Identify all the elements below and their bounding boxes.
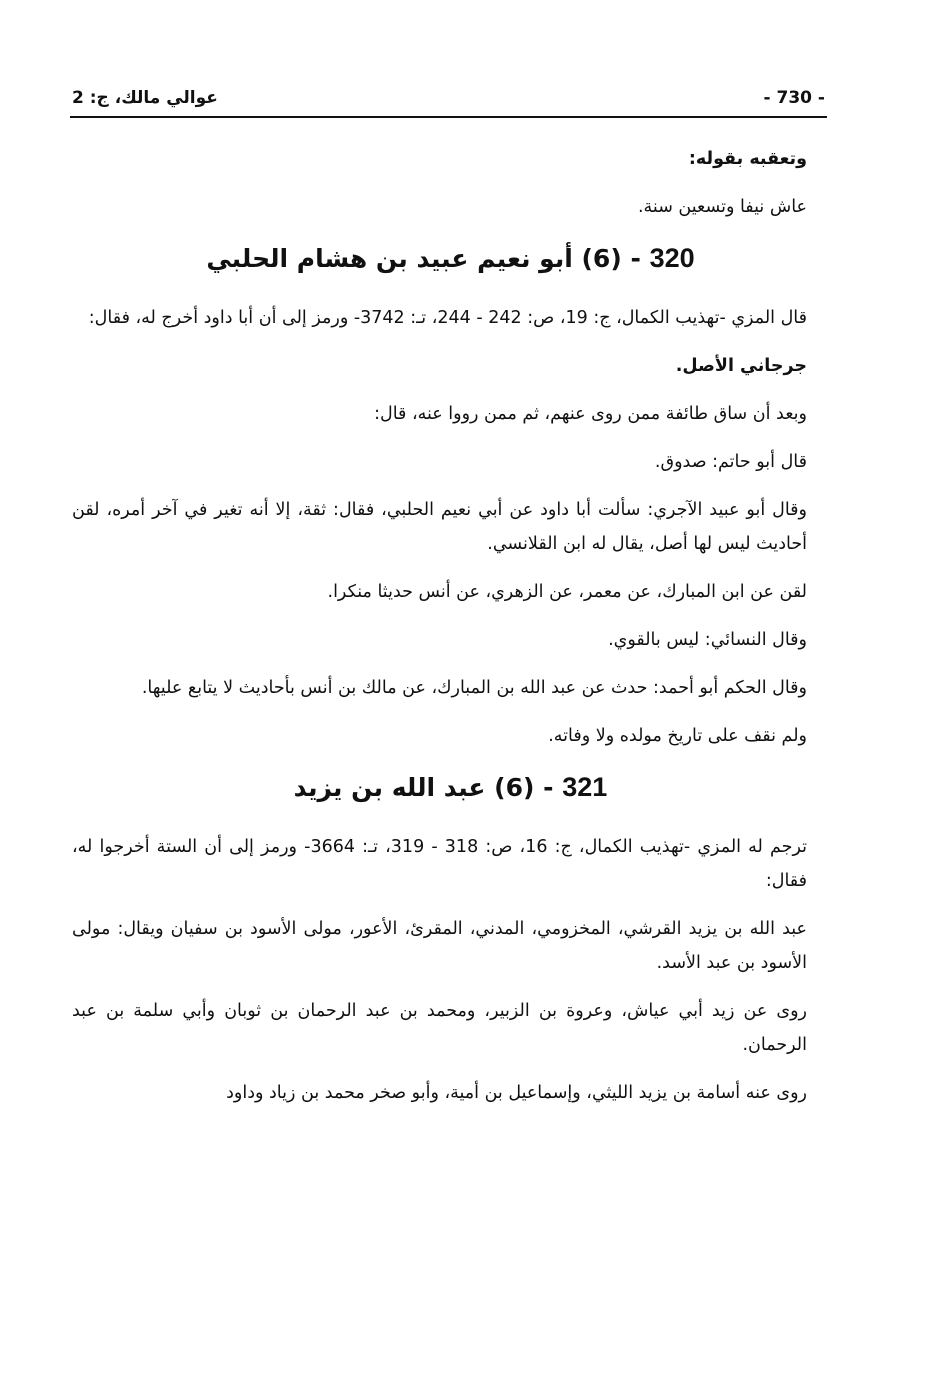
paragraph: قال المزي -تهذيب الكمال، ج: 19، ص: 242 - 244، تـ: 3742- ورمز إلى أن أبا داود أخرج له، فقال: xyxy=(88,308,807,328)
paragraph: قال أبو حاتم: صدوق. xyxy=(654,452,807,472)
book-title: عوالي مالك، ج: 2 xyxy=(72,88,218,108)
paragraph: وقال أبو عبيد الآجري: سألت أبا داود عن أبي نعيم الحلبي، فقال: ثقة، إلا أنه تغير في آخر أمره، لقن أحاديث ليس لها أصل، يقال له ابن القلانسي. xyxy=(72,500,807,554)
paragraph: عاش نيفا وتسعين سنة. xyxy=(637,197,807,217)
entry-number: 320 xyxy=(649,243,695,273)
paragraph: وقال الحكم أبو أحمد: حدث عن عبد الله بن المبارك، عن مالك بن أنس بأحاديث لا يتابع عليها. xyxy=(141,678,807,698)
paragraph: روى عن زيد أبي عياش، وعروة بن الزبير، ومحمد بن عبد الرحمان بن ثوبان وأبي سلمة بن عبد الرحمان. xyxy=(72,1001,807,1055)
entry-number: 321 xyxy=(562,772,608,802)
entry-title: - (6) أبو نعيم عبيد بن هشام الحلبي xyxy=(206,244,641,273)
page-body xyxy=(72,142,829,1124)
paragraph: روى عنه أسامة بن يزيد الليثي، وإسماعيل بن أمية، وأبو صخر محمد بن زياد وداود xyxy=(226,1083,807,1103)
paragraph: لقن عن ابن المبارك، عن معمر، عن الزهري، عن أنس حديثا منكرا. xyxy=(327,582,807,602)
paragraph: وتعقبه بقوله: xyxy=(688,149,807,169)
entry-heading-321 xyxy=(72,767,829,808)
paragraph: ولم نقف على تاريخ مولده ولا وفاته. xyxy=(548,726,807,746)
paragraph: ترجم له المزي -تهذيب الكمال، ج: 16، ص: 318 - 319، تـ: 3664- ورمز إلى أن الستة أخرجوا له، فقال: xyxy=(72,837,807,891)
paragraph: عبد الله بن يزيد القرشي، المخزومي، المدني، المقرئ، الأعور، مولى الأسود بن سفيان ويقال: مولى الأسود بن عبد الأسد. xyxy=(72,919,807,973)
paragraph: جرجاني الأصل. xyxy=(675,356,807,376)
entry-heading-320 xyxy=(72,238,829,279)
paragraph: وبعد أن ساق طائفة ممن روى عنهم، ثم ممن رووا عنه، قال: xyxy=(374,404,807,424)
entry-title: - (6) عبد الله بن يزيد xyxy=(293,773,554,802)
page-number: - 730 - xyxy=(763,88,825,108)
paragraph: وقال النسائي: ليس بالقوي. xyxy=(608,630,807,650)
page-header xyxy=(70,84,827,118)
